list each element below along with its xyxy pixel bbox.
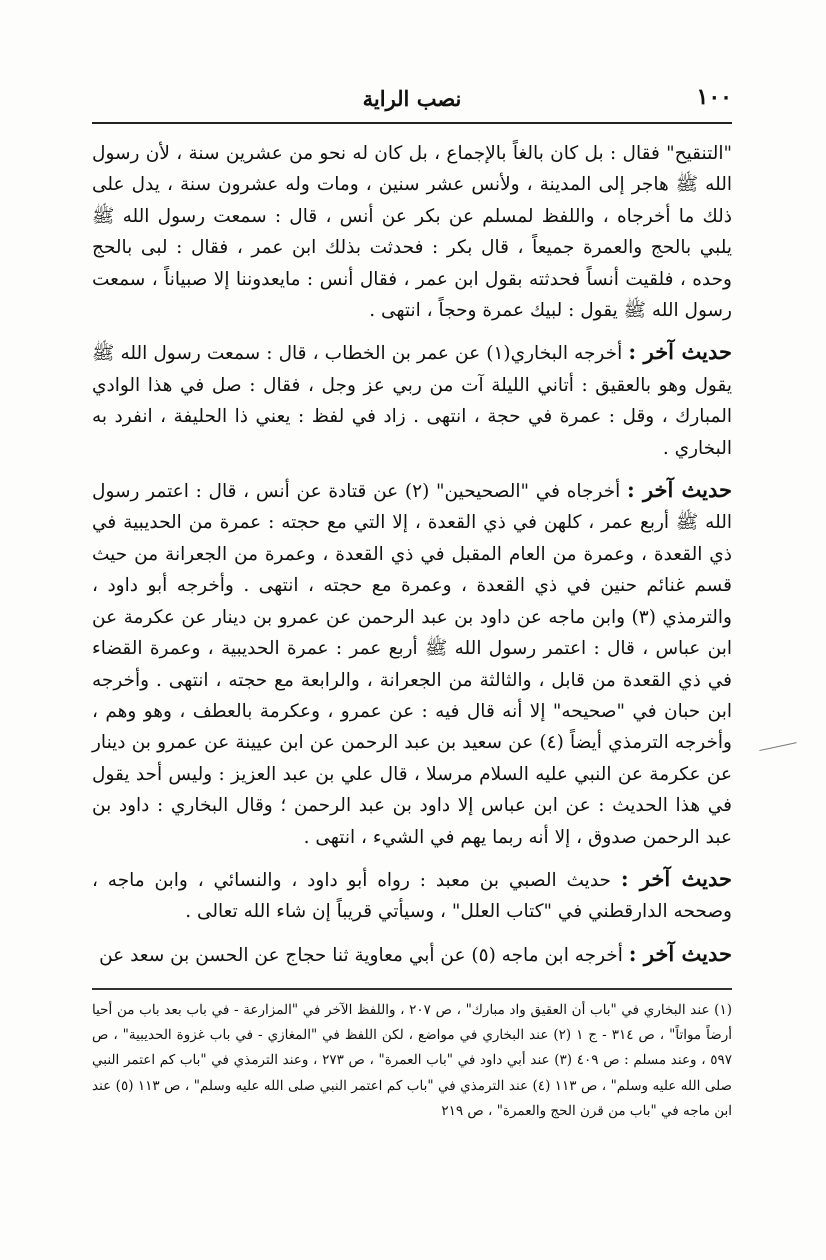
margin-ink-mark xyxy=(759,742,798,761)
paragraph-lead: حديث آخر : xyxy=(628,339,732,365)
footnote-rule xyxy=(92,988,732,990)
header-rule xyxy=(92,122,732,124)
paragraph xyxy=(92,938,732,971)
paragraph-lead: حديث آخر : xyxy=(628,940,732,966)
running-title: نصب الراية xyxy=(362,86,462,111)
paragraph xyxy=(92,136,732,326)
paragraph xyxy=(92,336,732,464)
paragraph-lead: حديث آخر : xyxy=(620,865,732,891)
paragraph xyxy=(92,474,732,853)
paragraph-text: أخرجه ابن ماجه (٥) عن أبي معاوية ثنا حجاج عن الحسن بن سعد عن xyxy=(99,944,623,966)
paragraph-text: أخرجاه في "الصحيحين" (٢) عن قتادة عن أنس ، قال : اعتمر رسول الله ﷺ أربع عمر ، كلهن في ذي القعدة ، إلا التي مع حجته : عمرة من الحديبية في ذي القعدة ، وعمرة من العام المقبل في ذي القعدة ، وعمرة من الجعرانة من حيث قسم غنائم حنين في ذي القعدة ، وعمرة مع حجته ، انتهى . وأخرجه أبو داود ، والترمذي (٣) وابن ماجه عن داود بن عبد الرحمن عن عمرو بن دينار عن عكرمة عن ابن عباس ، قال : اعتمر رسول الله ﷺ أربع عمر : عمرة الحديبية ، وعمرة القضاء في ذي القعدة من قابل ، والثالثة من الجعرانة ، والرابعة مع حجته ، انتهى . وأخرجه ابن حبان في "صحيحه" إلا أنه قال فيه : عن عمرو ، وعكرمة بالعطف ، وهو وهم ، وأخرجه الترمذي أيضاً (٤) عن سعيد بن عبد الرحمن عن ابن عيينة عن عمرو بن دينار عن عكرمة عن النبي عليه السلام مرسلا ، قال علي بن عبد العزيز : وليس أحد يقول في هذا الحديث : عن ابن عباس إلا داود بن عبد الرحمن ؛ وقال البخاري : داود بن عبد الرحمن صدوق ، إلا أنه ربما يهم في الشيء ، انتهى . xyxy=(92,481,732,848)
running-header xyxy=(92,84,732,118)
paragraph-text: "التنقيح" فقال : بل كان بالغاً بالإجماع ، بل كان له نحو من عشرين سنة ، لأن رسول الله ﷺ هاجر إلى المدينة ، ولأنس عشر سنين ، ومات وله عشرون سنة ، يدل على ذلك ما أخرجاه ، واللفظ لمسلم عن بكر عن أنس ، قال : سمعت رسول الله ﷺ يلبي بالحج والعمرة جميعاً ، قال بكر : فحدثت بذلك ابن عمر ، فقال : لبى بالحج وحده ، فلقيت أنساً فحدثته بقول ابن عمر ، فقال أنس : مايعدوننا إلا صبياناً ، سمعت رسول الله ﷺ يقول : لبيك عمرة وحجاً ، انتهى . xyxy=(92,143,732,322)
page-number: ١٠٠ xyxy=(696,84,732,110)
paragraph-text: حديث الصبي بن معبد : رواه أبو داود ، والنسائي ، وابن ماجه ، وصححه الدارقطني في "كتاب العلل" ، وسيأتي قريباً إن شاء الله تعالى . xyxy=(92,869,732,923)
paragraph-lead: حديث آخر : xyxy=(627,477,732,503)
paragraph-text: أخرجه البخاري(١) عن عمر بن الخطاب ، قال : سمعت رسول الله ﷺ يقول وهو بالعقيق : أتاني الليلة آت من ربي عز وجل ، فقال : صل في هذا الوادي المبارك ، وقل : عمرة في حجة ، انتهى . زاد في لفظ : يعني ذا الحليفة ، انفرد به البخاري . xyxy=(92,343,732,459)
footnotes xyxy=(92,998,732,1124)
footnote-text: (١) عند البخاري في "باب أن العقيق واد مبارك" ، ص ٢٠٧ ، واللفظ الآخر في "المزارعة - في باب بعد باب من أحيا أرضاً مواتاً" ، ص ٣١٤ - ج ١ (٢) عند البخاري في مواضع ، لكن اللفظ في "المغازي - في باب غزوة الحديبية" ، ص ٥٩٧ ، وعند مسلم : ص ٤٠٩ (٣) عند أبي داود في "باب العمرة" ، ص ٢٧٣ ، وعند الترمذي في "باب كم اعتمر النبي صلى الله عليه وسلم" ، ص ١١٣ (٤) عند الترمذي في "باب كم اعتمر النبي صلى الله عليه وسلم" ، ص ١١٣ (٥) عند ابن ماجه في "باب من قرن الحج والعمرة" ، ص ٢١٩ xyxy=(92,1002,733,1119)
paragraph xyxy=(92,863,732,928)
main-text xyxy=(92,136,732,981)
